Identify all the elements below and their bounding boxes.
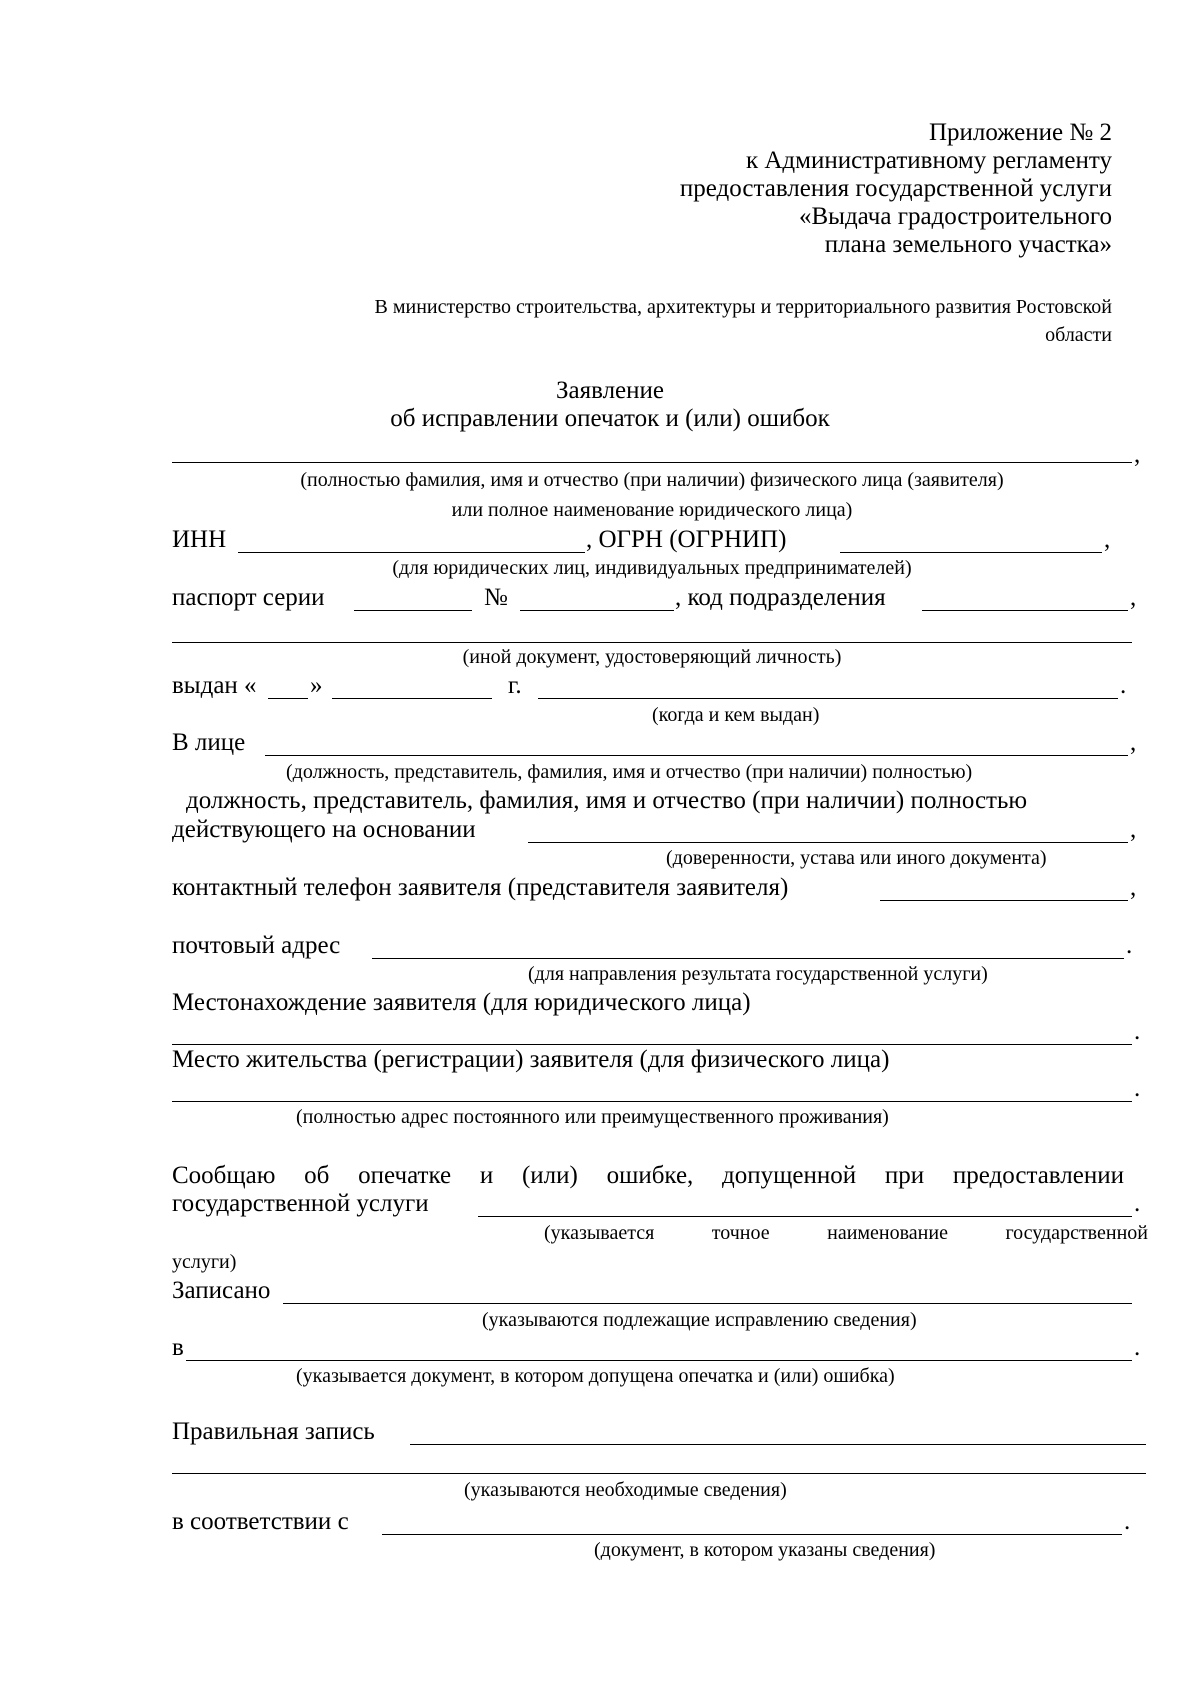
phone-label: контактный телефон заявителя (представителя заявителя) (172, 874, 789, 901)
report-line-2: государственной услуги (172, 1190, 429, 1217)
applicant-name-comma: , (1134, 441, 1141, 468)
appendix-service: предоставления государственной услуги (679, 175, 1112, 202)
basis-label: действующего на основании (172, 816, 476, 843)
report-line-1: Сообщаю об опечатке и (или) ошибке, допущенной при предоставлении (172, 1162, 1124, 1189)
year-label: г. (508, 672, 522, 699)
passport-number-sign: № (484, 584, 508, 611)
postal-address-hint: (для направления результата государственной услуги) (528, 963, 988, 985)
in-person-comma: , (1130, 729, 1137, 756)
correct-entry-field[interactable] (410, 1444, 1146, 1445)
division-code-label: , код подразделения (675, 584, 886, 611)
service-hint-word: наименование (827, 1222, 948, 1244)
service-hint-word: (указывается (544, 1222, 655, 1244)
service-hint-continuation: услуги) (172, 1251, 237, 1273)
appendix-number: Приложение № 2 (928, 119, 1112, 146)
service-name-period: . (1134, 1190, 1141, 1217)
passport-number-field[interactable] (520, 610, 674, 611)
issued-hint: (когда и кем выдан) (652, 704, 820, 726)
issued-day-field[interactable] (268, 698, 308, 699)
accordance-period: . (1124, 1508, 1131, 1535)
postal-address-period: . (1126, 932, 1133, 959)
accordance-label: в соответствии с (172, 1508, 349, 1535)
written-hint: (указываются подлежащие исправлению сведения) (482, 1309, 917, 1331)
service-hint-word: точное (711, 1222, 770, 1244)
other-document-hint: (иной документ, удостоверяющий личность) (462, 646, 842, 668)
location-period: . (1134, 1018, 1141, 1045)
residence-period: . (1134, 1075, 1141, 1102)
phone-field[interactable] (880, 900, 1128, 901)
postal-address-label: почтовый адрес (172, 932, 341, 959)
in-person-label: В лице (172, 729, 246, 756)
in-document-hint: (указывается документ, в котором допущена опечатка и (или) ошибка) (296, 1365, 895, 1387)
correct-entry-hint: (указываются необходимые сведения) (464, 1479, 787, 1501)
division-code-comma: , (1130, 584, 1137, 611)
issued-label: выдан « (172, 672, 257, 699)
ogrn-comma: , (1104, 526, 1111, 553)
correct-entry-label: Правильная запись (172, 1418, 375, 1445)
in-document-field[interactable] (186, 1360, 1132, 1361)
issued-period: . (1120, 672, 1127, 699)
appendix-regulation: к Административному регламенту (745, 147, 1112, 174)
in-person-hint: (должность, представитель, фамилия, имя и отчество (при наличии) полностью) (286, 761, 973, 783)
correct-entry-field-2[interactable] (172, 1473, 1146, 1474)
written-label: Записано (172, 1277, 271, 1304)
inn-hint: (для юридических лиц, индивидуальных предпринимателей) (392, 557, 912, 579)
applicant-hint-1: (полностью фамилия, имя и отчество (при наличии) физического лица (заявителя) (300, 469, 1004, 491)
accordance-field[interactable] (382, 1534, 1122, 1535)
basis-comma: , (1130, 816, 1137, 843)
service-hint (544, 1223, 1148, 1243)
in-document-period: . (1134, 1334, 1141, 1361)
location-label: Местонахождение заявителя (для юридического лица) (172, 989, 751, 1016)
inn-label: ИНН (172, 526, 227, 553)
in-document-label: в (172, 1334, 184, 1361)
accordance-hint: (документ, в котором указаны сведения) (594, 1539, 936, 1561)
written-field[interactable] (283, 1303, 1132, 1304)
ogrn-label: , ОГРН (ОГРНИП) (586, 526, 787, 553)
postal-address-field[interactable] (372, 958, 1124, 959)
document-title: Заявление (555, 377, 665, 404)
appendix-service-name-2: плана земельного участка» (824, 231, 1112, 258)
residence-field[interactable] (172, 1101, 1132, 1102)
issued-day-quote: » (310, 672, 323, 699)
basis-hint: (доверенности, устава или иного документа) (666, 847, 1047, 869)
division-code-field[interactable] (922, 610, 1128, 611)
ogrn-field[interactable] (840, 552, 1102, 553)
service-name-field[interactable] (478, 1216, 1132, 1217)
inn-field[interactable] (238, 552, 585, 553)
basis-field[interactable] (528, 842, 1128, 843)
in-person-field[interactable] (265, 755, 1128, 756)
service-hint-word: государственной (1005, 1222, 1148, 1244)
appendix-service-name-1: «Выдача градостроительного (798, 203, 1112, 230)
passport-series-label: паспорт серии (172, 584, 325, 611)
applicant-name-line[interactable] (172, 462, 1132, 463)
residence-label: Место жительства (регистрации) заявителя (для физического лица) (172, 1046, 890, 1073)
issued-date-field[interactable] (332, 698, 492, 699)
residence-hint: (полностью адрес постоянного или преимущественного проживания) (296, 1106, 889, 1128)
addressee-line-2: области (1045, 324, 1112, 346)
document-subtitle: об исправлении опечаток и (или) ошибок (390, 405, 830, 432)
issued-by-field[interactable] (538, 698, 1118, 699)
phone-comma: , (1130, 874, 1137, 901)
other-document-line[interactable] (172, 642, 1132, 643)
addressee-line-1: В министерство строительства, архитектуры и территориального развития Ростовской (374, 296, 1112, 318)
location-field[interactable] (172, 1044, 1132, 1045)
passport-series-field[interactable] (354, 610, 472, 611)
in-person-repeat: должность, представитель, фамилия, имя и отчество (при наличии) полностью (186, 787, 1028, 814)
applicant-hint-2: или полное наименование юридического лица) (451, 499, 853, 521)
